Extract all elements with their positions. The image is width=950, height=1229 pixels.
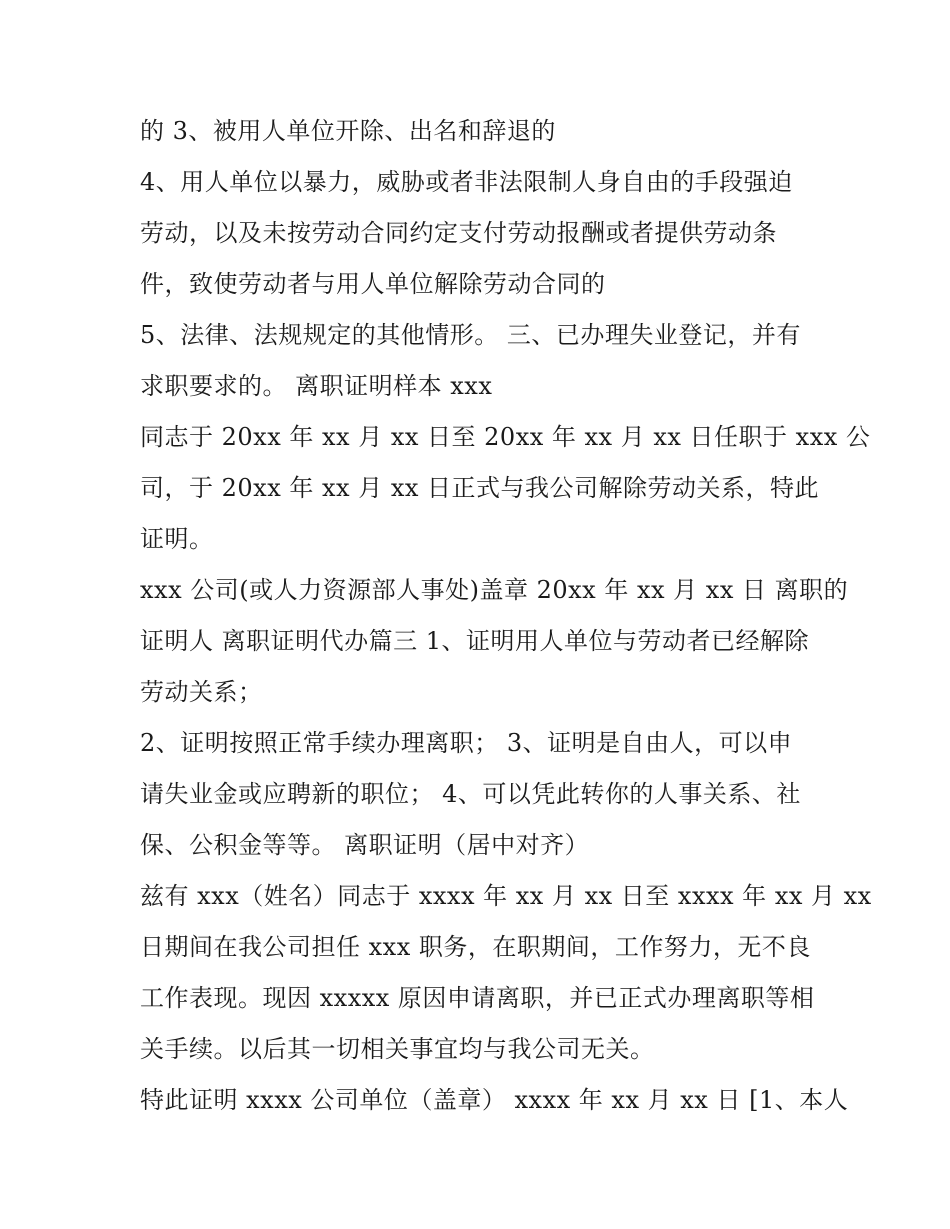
- text-line: 兹有 xxx（姓名）同志于 xxxx 年 xx 月 xx 日至 xxxx 年 xx 月 xx: [140, 882, 872, 910]
- text-line: 劳动关系；: [140, 678, 263, 706]
- text-line: 工作表现。现因 xxxxx 原因申请离职，并已正式办理离职等相: [140, 984, 815, 1012]
- text-line: 4、用人单位以暴力，威胁或者非法限制人身自由的手段强迫: [140, 168, 793, 196]
- text-line: 同志于 20xx 年 xx 月 xx 日至 20xx 年 xx 月 xx 日任职于 xxx 公: [140, 423, 871, 451]
- text-line: xxx 公司(或人力资源部人事处)盖章 20xx 年 xx 月 xx 日 离职的: [140, 576, 849, 604]
- text-line: 保、公积金等等。 离职证明（居中对齐）: [140, 831, 590, 859]
- text-line: 5、法律、法规规定的其他情形。 三、已办理失业登记，并有: [140, 321, 801, 349]
- text-line: 的 3、被用人单位开除、出名和辞退的: [140, 117, 556, 145]
- text-line: 证明人 离职证明代办篇三 1、证明用人单位与劳动者已经解除: [140, 627, 810, 655]
- text-line: 2、证明按照正常手续办理离职； 3、证明是自由人，可以申: [140, 729, 793, 757]
- text-line: 证明。: [140, 525, 214, 553]
- text-line: 件，致使劳动者与用人单位解除劳动合同的: [140, 270, 606, 298]
- text-line: 特此证明 xxxx 公司单位（盖章） xxxx 年 xx 月 xx 日 [1、本人: [140, 1086, 849, 1114]
- text-line: 日期间在我公司担任 xxx 职务，在职期间，工作努力，无不良: [140, 933, 811, 961]
- text-line: 劳动，以及未按劳动合同约定支付劳动报酬或者提供劳动条: [140, 219, 777, 247]
- text-line: 关手续。以后其一切相关事宜均与我公司无关。: [140, 1035, 655, 1063]
- document-body: [140, 106, 872, 1126]
- text-line: 求职要求的。 离职证明样本 xxx: [140, 372, 493, 400]
- text-line: 司，于 20xx 年 xx 月 xx 日正式与我公司解除劳动关系，特此: [140, 474, 820, 502]
- text-line: 请失业金或应聘新的职位； 4、可以凭此转你的人事关系、社: [140, 780, 801, 808]
